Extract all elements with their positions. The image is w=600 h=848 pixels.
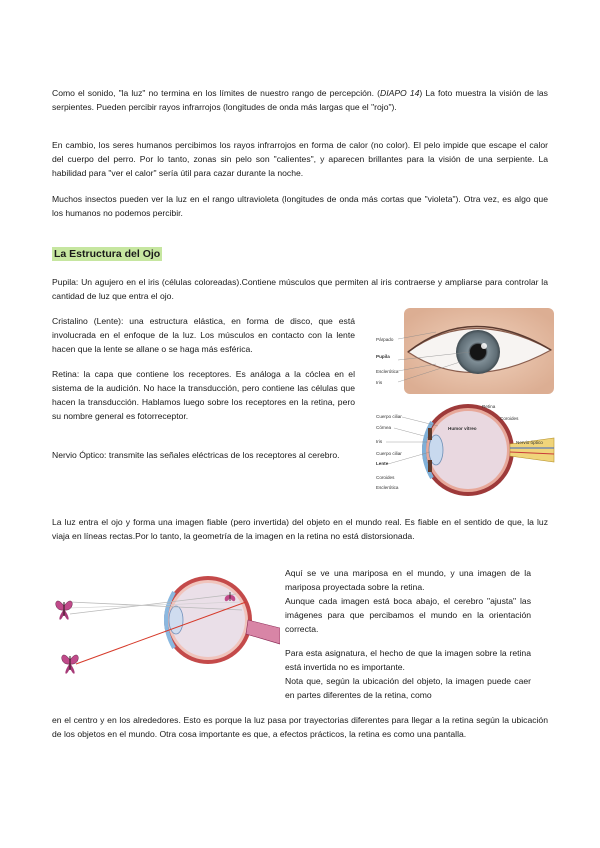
butterfly-icon	[56, 601, 73, 620]
label-humor-vitreo: Humor vítreo	[448, 426, 477, 431]
retina-paragraph: Retina: la capa que contiene los receptores. Es análoga a la cóclea en el sistema de la audición. No hace la transducción, pero contiene las células que hacen la transducción. Hablamos luego sobre los receptores en la retina, pero su nombre general es fotorreceptor.	[52, 369, 355, 421]
intro-p1-text-b: ) La foto muestra la visión de las serpientes. Pueden percibir rayos infrarrojos (longitudes de onda más largas que el "rojo").	[52, 88, 548, 112]
section-heading: La Estructura del Ojo	[54, 248, 161, 260]
label-iris: Iris	[376, 380, 383, 385]
label-esclerotica-left: Esclerótica	[376, 485, 399, 490]
nota-paragraph: Nota que, según la ubicación del objeto, la imagen puede caer en partes diferentes de la retina, como	[285, 676, 531, 700]
label-retina: Retina	[482, 404, 496, 409]
label-esclerotica: Esclerótica	[376, 369, 399, 374]
intro-paragraph-3: Muchos insectos pueden ver la luz en el rango ultravioleta (longitudes de onda más cortas que "violeta"). Otra vez, es algo que los humanos no podemos percibir.	[52, 194, 548, 218]
label-cuerpo-ciliar-1: Cuerpo ciliar	[376, 414, 402, 419]
label-cross-iris: Iris	[376, 439, 383, 444]
centro-paragraph: en el centro y en los alrededores. Esto es porque la luz pasa por trayectorias diferentes para llegar a la retina según la ubicación de los objetos en el mundo. Otra cosa importante es que, a efectos prácticos, la retina es como una pantalla.	[52, 715, 548, 739]
pupila-paragraph: Pupila: Un agujero en el iris (células coloreadas).Contiene músculos que permiten al iris contraerse y ampliarse para controlar la cantidad de luz que entra el ojo.	[52, 277, 548, 301]
label-pupila: Pupila	[376, 354, 390, 359]
label-nervio-optico: Nervio óptico	[516, 440, 543, 445]
label-cuerpo-ciliar-2: Cuerpo ciliar	[376, 451, 402, 456]
para-paragraph: Para esta asignatura, el hecho de que la imagen sobre la retina está invertida no es importante.	[285, 648, 531, 672]
cristalino-paragraph: Cristalino (Lente): una estructura elástica, en forma de disco, que está involucrada en el enfoque de la luz. Los músculos en contacto con la lente hacen que la lente se allane o se haga más esférica.	[52, 316, 355, 354]
imagen-paragraph: La luz entra el ojo y forma una imagen fiable (pero invertida) del objeto en el mundo real. Es fiable en el sentido de que, la luz viaja en líneas rectas.Por lo tanto, la geometría de la imagen en la retina no está distorsionada.	[52, 517, 548, 541]
label-coroides: Coroides	[500, 416, 519, 421]
label-coroides-left: Coroides	[376, 475, 395, 480]
intro-paragraph-2: En cambio, los seres humanos percibimos los rayos infrarrojos en forma de calor (no color). El pelo impide que escape el calor del cuerpo del perro. Por lo tanto, zonas sin pelo son "calientes", y aparecen brillantes para la visión de una serpiente. La habilidad para "ver el calor" sería útil para cazar durante la noche.	[52, 140, 548, 178]
intro-paragraph-1	[52, 86, 548, 114]
label-parpado: Párpado	[376, 337, 394, 342]
label-cornea: Córnea	[376, 425, 392, 430]
aunque-paragraph: Aunque cada imagen está boca abajo, el cerebro "ajusta" las imágenes para que percibamos el mundo en la orientación correcta.	[285, 596, 531, 634]
butterfly-icon	[62, 655, 79, 674]
butterfly-projection-figure	[50, 562, 280, 692]
intro-p1-slide-ref: DIAPO 14	[380, 88, 420, 98]
optic-nerve-shape	[246, 620, 280, 644]
nervio-paragraph: Nervio Óptico: transmite las señales eléctricas de los receptores al cerebro.	[52, 450, 340, 460]
eye-anatomy-figure	[376, 302, 556, 507]
label-lente: Lente	[376, 461, 389, 466]
intro-p1-text-a: Como el sonido, "la luz" no termina en los límites de nuestro rango de percepción. (	[52, 88, 380, 98]
mariposa-paragraph: Aquí se ve una mariposa en el mundo, y una imagen de la mariposa proyectada sobre la retina.	[285, 568, 531, 592]
